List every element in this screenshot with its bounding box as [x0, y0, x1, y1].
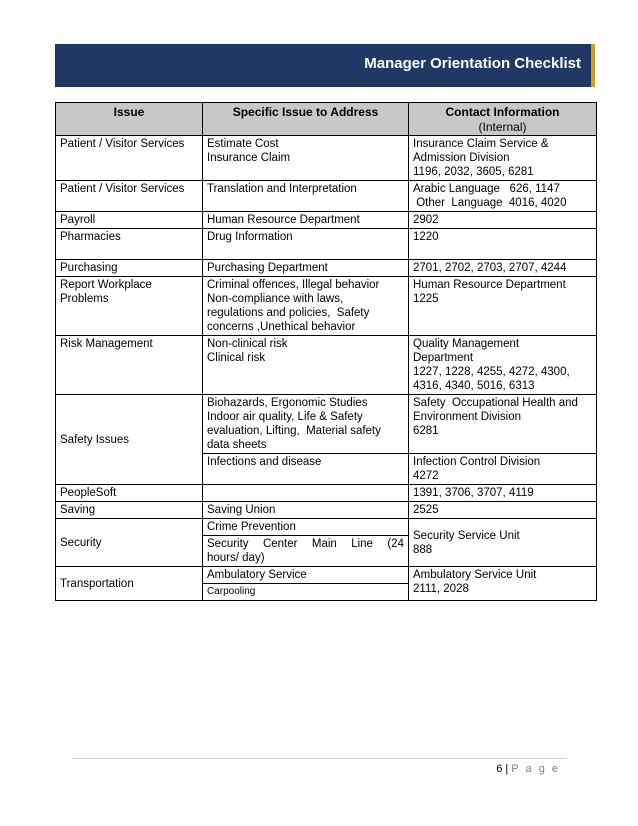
table-row [56, 260, 597, 277]
text-line: evaluation, Lifting, Material safety [207, 425, 381, 437]
text-line: Security Service Unit [413, 529, 520, 542]
table-header-row [56, 103, 597, 136]
table-row [56, 485, 597, 502]
word: Security [207, 538, 249, 550]
specific-cell: Infections and disease [203, 454, 409, 485]
header-contact-label: Contact Information [445, 105, 560, 119]
specific-cell: Translation and Interpretation [203, 181, 409, 212]
contact-cell [409, 136, 597, 181]
text-line: 1227, 1228, 4255, 4272, 4300, [413, 366, 570, 378]
specific-cell: Ambulatory Service [203, 567, 409, 584]
page-title: Manager Orientation Checklist [364, 55, 581, 72]
contact-cell [409, 454, 597, 485]
table-row [56, 519, 597, 536]
text-line: data sheets [207, 439, 267, 451]
text-line: 1196, 2032, 3605, 6281 [413, 166, 534, 178]
text-line: Ambulatory Service Unit [413, 569, 537, 581]
justified-line [207, 537, 404, 551]
text-line: 1225 [413, 293, 439, 305]
specific-cell [203, 536, 409, 567]
issue-cell: PeopleSoft [56, 485, 203, 502]
specific-cell: Drug Information [203, 229, 409, 260]
issue-cell: Saving [56, 502, 203, 519]
text-line: Insurance Claim Service & [413, 138, 549, 150]
text-line: Infection Control Division [413, 456, 541, 468]
contact-cell: 2902 [409, 212, 597, 229]
text-line: Quality Management [413, 338, 520, 350]
header-issue: Issue [56, 103, 203, 136]
header-contact-information [409, 103, 597, 136]
text-line: Problems [60, 293, 109, 305]
table-row [56, 229, 597, 260]
text-line: Admission Division [413, 152, 510, 164]
issue-cell [56, 277, 203, 336]
specific-cell: Human Resource Department [203, 212, 409, 229]
text-line: 6281 [413, 425, 439, 437]
text-line: Non-clinical risk [207, 338, 288, 350]
contact-cell [409, 277, 597, 336]
word: (24 [387, 538, 404, 550]
specific-cell: Carpooling [203, 584, 409, 601]
text-line: 2111, 2028 [413, 583, 469, 595]
issue-cell: Transportation [56, 567, 203, 601]
contact-cell [409, 567, 597, 601]
text-line: Report Workplace [60, 279, 152, 291]
issue-cell: Patient / Visitor Services [56, 181, 203, 212]
text-line: Human Resource Department [413, 279, 566, 291]
table-row [56, 212, 597, 229]
issue-cell: Pharmacies [56, 229, 203, 260]
checklist-table [55, 102, 597, 601]
text-line: concerns ,Unethical behavior [207, 321, 356, 333]
table-row [56, 181, 597, 212]
specific-cell [203, 136, 409, 181]
text-line: Environment Division [413, 411, 522, 423]
page-footer [496, 763, 560, 775]
contact-cell: 1220 [409, 229, 597, 260]
header-specific-issue: Specific Issue to Address [203, 103, 409, 136]
text-line: Non-compliance with laws, [207, 293, 344, 305]
contact-cell: 1391, 3706, 3707, 4119 [409, 485, 597, 502]
text-line: Estimate Cost [207, 138, 279, 150]
text-line: 888 [413, 543, 433, 556]
table-row [56, 336, 597, 395]
table-row [56, 502, 597, 519]
text-line: regulations and policies, Safety [207, 307, 370, 319]
issue-cell: Security [56, 519, 203, 567]
text-line: Indoor air quality, Life & Safety [207, 411, 363, 423]
table-row [56, 136, 597, 181]
text-line: Arabic Language 626, 1147 [413, 183, 560, 195]
specific-cell [203, 485, 409, 502]
issue-cell: Risk Management [56, 336, 203, 395]
table-row [56, 277, 597, 336]
contact-cell: 2701, 2702, 2703, 2707, 4244 [409, 260, 597, 277]
table-row [56, 395, 597, 454]
text-line: 4272 [413, 470, 439, 482]
header-contact-sub: (Internal) [478, 120, 527, 134]
issue-cell: Purchasing [56, 260, 203, 277]
text-line: Clinical risk [207, 352, 266, 364]
text-line: Department [413, 352, 474, 364]
text-line: Biohazards, Ergonomic Studies [207, 397, 368, 409]
specific-cell [203, 336, 409, 395]
text-line: Insurance Claim [207, 152, 291, 164]
contact-cell [409, 395, 597, 454]
contact-cell [409, 336, 597, 395]
text-line: Criminal offences, Illegal behavior [207, 279, 380, 291]
contact-cell: 2525 [409, 502, 597, 519]
contact-cell [409, 519, 597, 567]
specific-cell [203, 395, 409, 454]
specific-cell: Crime Prevention [203, 519, 409, 536]
issue-cell: Safety Issues [56, 395, 203, 485]
footer-separator: | [505, 763, 509, 775]
specific-cell: Purchasing Department [203, 260, 409, 277]
issue-cell: Patient / Visitor Services [56, 136, 203, 181]
word: Line [351, 538, 373, 550]
specific-cell: Saving Union [203, 502, 409, 519]
header-banner [55, 44, 595, 87]
footer-divider [72, 758, 567, 759]
text-line: Other Language 4016, 4020 [413, 197, 567, 209]
text-line: Safety Occupational Health and [413, 397, 578, 409]
contact-cell [409, 181, 597, 212]
issue-cell: Payroll [56, 212, 203, 229]
specific-cell [203, 277, 409, 336]
word: Main [311, 538, 337, 550]
table-row [56, 567, 597, 584]
text-line: 4316, 4340, 5016, 6313 [413, 380, 535, 392]
word: Center [262, 538, 298, 550]
page-number: 6 [496, 763, 503, 775]
page-label: P a g e [511, 763, 560, 775]
text-line: hours/ day) [207, 552, 265, 564]
